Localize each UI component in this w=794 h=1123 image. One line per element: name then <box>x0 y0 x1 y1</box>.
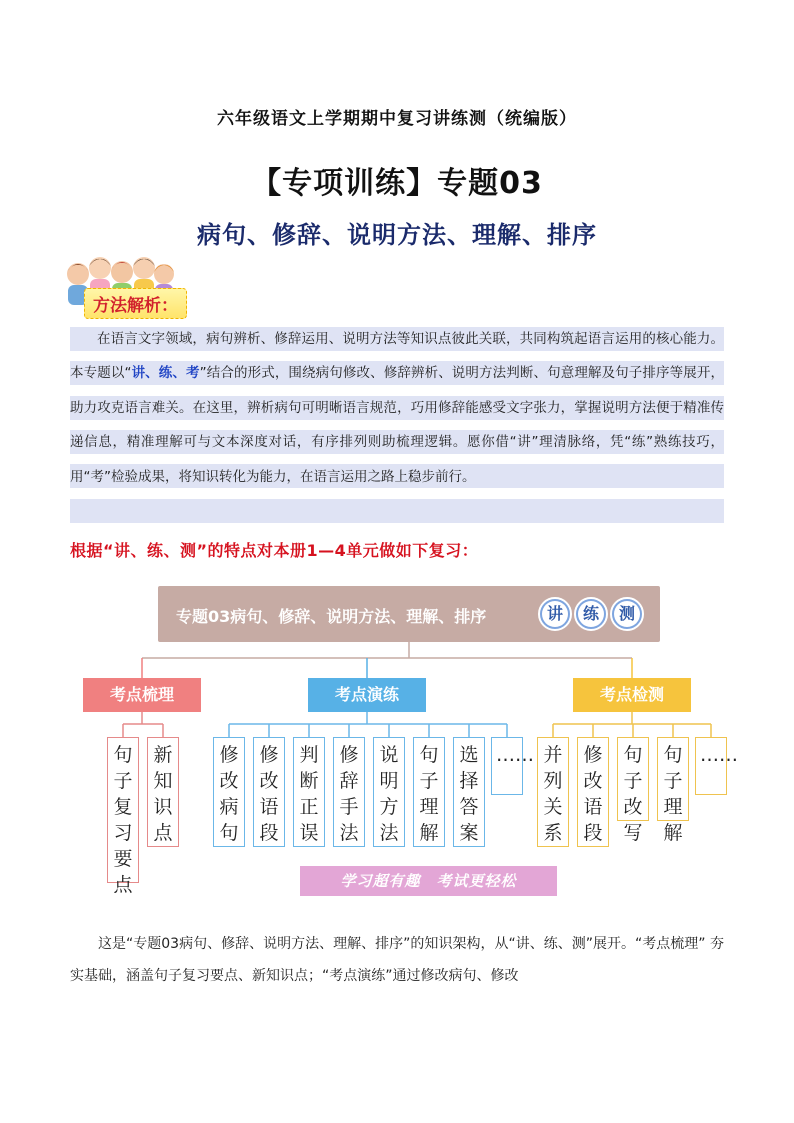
leaf-fix-paragraph <box>253 737 285 847</box>
badge-label: 测 <box>614 601 640 627</box>
leaf-label: 句子复习要点 <box>113 744 133 896</box>
leaf-fix-paragraph-test <box>577 737 609 847</box>
leaf-parallel-relation <box>537 737 569 847</box>
leaf-label: 修改语段 <box>259 744 279 844</box>
category-test: 考点检测 <box>573 678 691 712</box>
leaf-label: 修辞手法 <box>339 744 359 844</box>
intro-box <box>70 318 724 524</box>
leaf-choose-answer <box>453 737 485 847</box>
intro-paragraph <box>70 322 724 494</box>
review-heading: 根据“讲、练、测”的特点对本册1—4单元做如下复习： <box>70 541 479 560</box>
summary-paragraph: 这是“专题03病句、修辞、说明方法、理解、排序”的知识架构，从“讲、练、测”展开。“考点梳理” 夯实基础，涵盖句子复习要点、新知识点；“考点演练”通过修改病句、修改 <box>70 936 724 984</box>
leaf-explanation-methods <box>373 737 405 847</box>
category-exam-points: 考点梳理 <box>83 678 201 712</box>
method-analysis-label: 方法解析： <box>84 288 187 319</box>
leaf-label: 新知识点 <box>153 744 173 844</box>
leaf-fix-sentences <box>213 737 245 847</box>
leaf-sentence-understanding-test <box>657 737 689 844</box>
leaf-label: 说明方法 <box>379 744 399 844</box>
slogan-banner: 学习超有趣 考试更轻松 <box>300 866 557 896</box>
leaf-label: 选择答案 <box>459 744 479 844</box>
leaf-more-practice <box>491 737 534 795</box>
leaf-label: 修改语段 <box>583 744 603 844</box>
main-title: 【专项训练】专题03 <box>251 166 543 201</box>
leaf-label: 句子理解 <box>663 744 683 844</box>
category-practice: 考点演练 <box>308 678 426 712</box>
knowledge-structure-diagram <box>70 586 738 906</box>
leaf-rhetoric <box>333 737 365 847</box>
document-subtitle: 六年级语文上学期期中复习讲练测（统编版） <box>217 109 577 129</box>
leaf-sentence-review <box>107 737 139 896</box>
leaf-more-test <box>695 737 738 795</box>
leaf-label: …… <box>496 744 534 766</box>
intro-text-part: 在语言文字领域，病句辨析、修辞运用、说明方法等知识点彼此关联，共同构筑起语言运用的核心能力。本专题以“ <box>70 331 724 382</box>
intro-highlight: 讲、练、考 <box>131 365 200 382</box>
leaf-rewrite-sentence <box>617 737 649 844</box>
leaf-true-false <box>293 737 325 847</box>
leaf-label: 判断正误 <box>299 744 319 844</box>
diagram-root-label: 专题03病句、修辞、说明方法、理解、排序 <box>176 607 487 626</box>
intro-line-bg <box>70 499 724 523</box>
leaf-label: 句子改写 <box>623 744 643 844</box>
leaf-sentence-understanding <box>413 737 445 847</box>
leaf-new-knowledge <box>147 737 179 847</box>
intro-text-part: ”结合的形式，围绕病句修改、修辞辨析、说明方法判断、句意理解及句子排序等展开，助力攻克语言难关。在这里，辨析病句可明晰语言规范，巧用修辞能感受文字张力，掌握说明方法便于精准传递信息，精准理解可与文本深度对话，有序排列则助梳理逻辑。愿你借“讲”理清脉络，凭“练”熟练技巧，用“考”检验成果，将知识转化为能力，在语言运用之路上稳步前行。 <box>70 365 724 485</box>
badge-label: 讲 <box>542 601 568 627</box>
leaf-label: …… <box>700 744 738 766</box>
topic-title: 病句、修辞、说明方法、理解、排序 <box>197 221 597 249</box>
badge-label: 练 <box>578 601 604 627</box>
leaf-label: 句子理解 <box>419 744 439 844</box>
leaf-label: 修改病句 <box>219 744 239 844</box>
leaf-label: 并列关系 <box>543 744 563 844</box>
